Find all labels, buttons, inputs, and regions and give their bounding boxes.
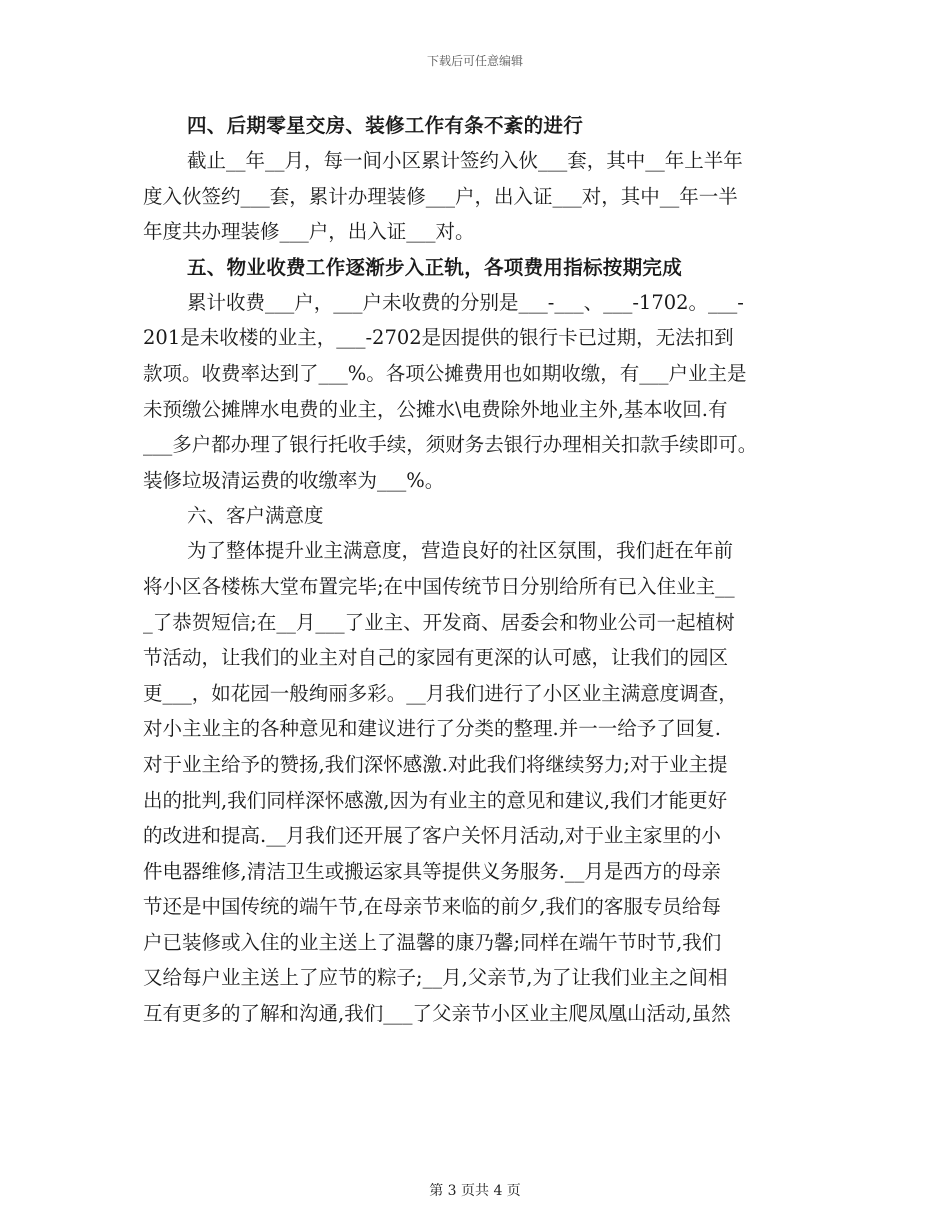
paragraph-line: 户已装修或入住的业主送上了温馨的康乃馨;同样在端午节时节,我们 [143,930,722,954]
page-number-footer: 第 3 页共 4 页 [429,1183,521,1199]
paragraph-line: 为了整体提升业主满意度，营造良好的社区氛围，我们赶在年前 [187,539,734,563]
paragraph-line: 款项。收费率达到了___%。各项公摊费用也如期收缴，有___户业主是 [143,361,747,385]
page-header-note: 下载后可任意编辑 [426,54,523,68]
paragraph-line: 未预缴公摊牌水电费的业主，公摊水\电费除外地业主外,基本收回.有 [143,397,728,421]
paragraph-line: 截止__年__月，每一间小区累计签约入伙___套，其中__年上半年 [187,149,743,172]
paragraph-line: 的改进和提高.__月我们还开展了客户关怀月活动,对于业主家里的小 [143,824,721,848]
paragraph-line: 将小区各楼栋大堂布置完毕;在中国传统节日分别给所有已入住业主__ [143,574,735,598]
document-body [143,108,805,1032]
paragraph-line: 201是未收楼的业主，___-2702是因提供的银行卡已过期，无法扣到 [143,326,734,350]
paragraph-line: 互有更多的了解和沟通,我们___了父亲节小区业主爬凤凰山活动,虽然 [143,1002,731,1026]
paragraph-line: 件电器维修,清洁卫生或搬运家具等提供义务服务.__月是西方的母亲 [143,859,721,883]
section-heading-5: 五、物业收费工作逐渐步入正轨，各项费用指标按期完成 [187,255,683,279]
paragraph-line: 节活动，让我们的业主对自己的家园有更深的认可感，让我们的园区 [143,646,729,670]
paragraph-line: 对于业主给予的赞扬,我们深怀感激.对此我们将继续努力;对于业主提 [143,752,728,776]
paragraph-line: ___多户都办理了银行托收手续，须财务去银行办理相关扣款手续即可。 [143,433,758,457]
paragraph-line: 累计收费___户，___户未收费的分别是___-___、___-1702。___- [187,290,744,314]
paragraph-line: 装修垃圾清运费的收缴率为___%。 [143,468,445,492]
paragraph-line: 出的批判,我们同样深怀感激,因为有业主的意见和建议,我们才能更好 [143,788,728,812]
section-6-paragraph [143,533,805,1031]
paragraph-line: 对小主业主的各种意见和建议进行了分类的整理.并一一给予了回复. [143,717,721,741]
paragraph-line: _了恭贺短信;在__月___了业主、开发商、居委会和物业公司一起植树 [143,610,735,634]
section-4-paragraph [143,143,805,250]
section-heading-4: 四、后期零星交房、装修工作有条不紊的进行 [187,114,584,137]
paragraph-line: 更___，如花园一般绚丽多彩。__月我们进行了小区业主满意度调查， [143,681,738,705]
paragraph-line: 节还是中国传统的端午节,在母亲节来临的前夕,我们的客服专员给每 [143,895,721,919]
section-5-paragraph [143,285,805,499]
section-heading-6: 六、客户满意度 [187,504,324,528]
paragraph-line: 又给每户业主送上了应节的粽子;__月,父亲节,为了让我们业主之间相 [143,966,728,990]
paragraph-line: 度入伙签约___套，累计办理装修___户，出入证___对，其中__年一半 [143,184,738,208]
paragraph-line: 年度共办理装修___户，出入证___对。 [143,220,475,244]
